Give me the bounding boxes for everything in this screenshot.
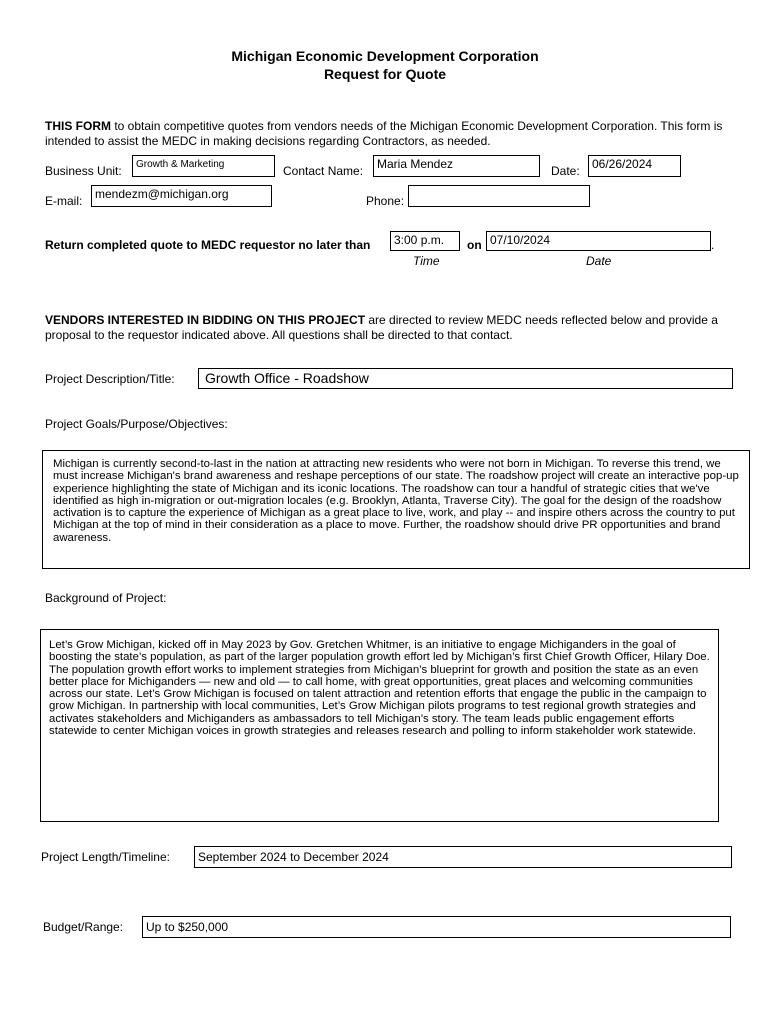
date-field[interactable]: 06/26/2024	[588, 155, 681, 177]
return-time-field[interactable]: 3:00 p.m.	[390, 231, 460, 251]
return-date-field[interactable]: 07/10/2024	[486, 231, 711, 251]
timeline-label: Project Length/Timeline:	[41, 850, 170, 864]
timeline-field[interactable]: September 2024 to December 2024	[194, 846, 732, 868]
vendors-lead: VENDORS INTERESTED IN BIDDING ON THIS PROJECT	[45, 313, 366, 327]
intro-lead: THIS FORM	[45, 119, 111, 133]
background-label: Background of Project:	[45, 591, 167, 605]
intro-paragraph	[45, 119, 735, 149]
budget-field[interactable]: Up to $250,000	[142, 916, 731, 938]
business-unit-field[interactable]: Growth & Marketing	[132, 155, 275, 177]
date-caption: Date	[586, 254, 612, 268]
form-title: Michigan Economic Development Corporation	[231, 48, 539, 64]
intro-text: to obtain competitive quotes from vendors needs of the Michigan Economic Development Corporation. This form is intended to assist the MEDC in making decisions regarding Contractors, as needed.	[45, 119, 723, 148]
contact-name-label: Contact Name:	[283, 164, 364, 178]
project-description-label: Project Description/Title:	[45, 372, 175, 386]
email-field[interactable]: mendezm@michigan.org	[91, 185, 272, 207]
time-caption: Time	[413, 254, 440, 268]
vendors-text: are directed to review MEDC needs reflected below and provide a proposal to the requestor indicated above. All questions shall be directed to that contact.	[45, 313, 718, 342]
project-description-field[interactable]: Growth Office - Roadshow	[198, 368, 733, 389]
vendors-paragraph	[45, 313, 735, 343]
return-label: Return completed quote to MEDC requestor no later than	[45, 238, 371, 252]
budget-label: Budget/Range:	[43, 920, 124, 934]
return-period: .	[711, 238, 715, 252]
phone-label: Phone:	[366, 194, 405, 208]
email-label: E-mail:	[45, 194, 83, 208]
goals-textarea[interactable]: Michigan is currently second-to-last in the nation at attracting new residents who were not born in Michigan. To reverse this trend, we must increase Michigan's brand awareness and reshape perceptions of our state. The roadshow project will create an interactive pop-up experience highlighting the state of Michigan and its iconic locations. The roadshow can tour a handful of strategic cities that we've identified as high in-migration or out-migration locales (e.g. Brooklyn, Atlanta, Traverse City). The goal for the design of the roadshow activation is to capture the experience of Michigan as a great place to live, work, and play -- and inspire others across the country to put Michigan at the top of mind in their consideration as a place to move. Further, the roadshow should drive PR opportunities and brand awareness.	[42, 450, 750, 569]
background-textarea[interactable]: Let’s Grow Michigan, kicked off in May 2023 by Gov. Gretchen Whitmer, is an initiative to engage Michiganders in the goal of boosting the state’s population, as part of the larger population growth effort led by Michigan’s first Chief Growth Officer, Hilary Doe. The population growth effort works to implement strategies from Michigan’s blueprint for growth and position the state as an even better place for Michiganders — new and old — to call home, with great opportunities, great places and welcoming communities across our state. Let’s Grow Michigan is focused on talent attraction and retention efforts that engage the public in the campaign to grow Michigan. In partnership with local communities, Let’s Grow Michigan pilots programs to test regional growth strategies and activates stakeholders and Michiganders as ambassadors to tell Michigan’s story. The team leads public engagement efforts statewide to center Michigan voices in growth strategies and releases research and polling to inform stakeholder work statewide.	[40, 629, 719, 822]
contact-name-field[interactable]: Maria Mendez	[373, 155, 540, 177]
return-on-label: on	[467, 238, 482, 252]
date-label: Date:	[551, 164, 580, 178]
business-unit-label: Business Unit:	[45, 164, 122, 178]
form-subtitle: Request for Quote	[323, 66, 447, 82]
goals-label: Project Goals/Purpose/Objectives:	[45, 417, 228, 431]
phone-field[interactable]	[408, 185, 590, 207]
